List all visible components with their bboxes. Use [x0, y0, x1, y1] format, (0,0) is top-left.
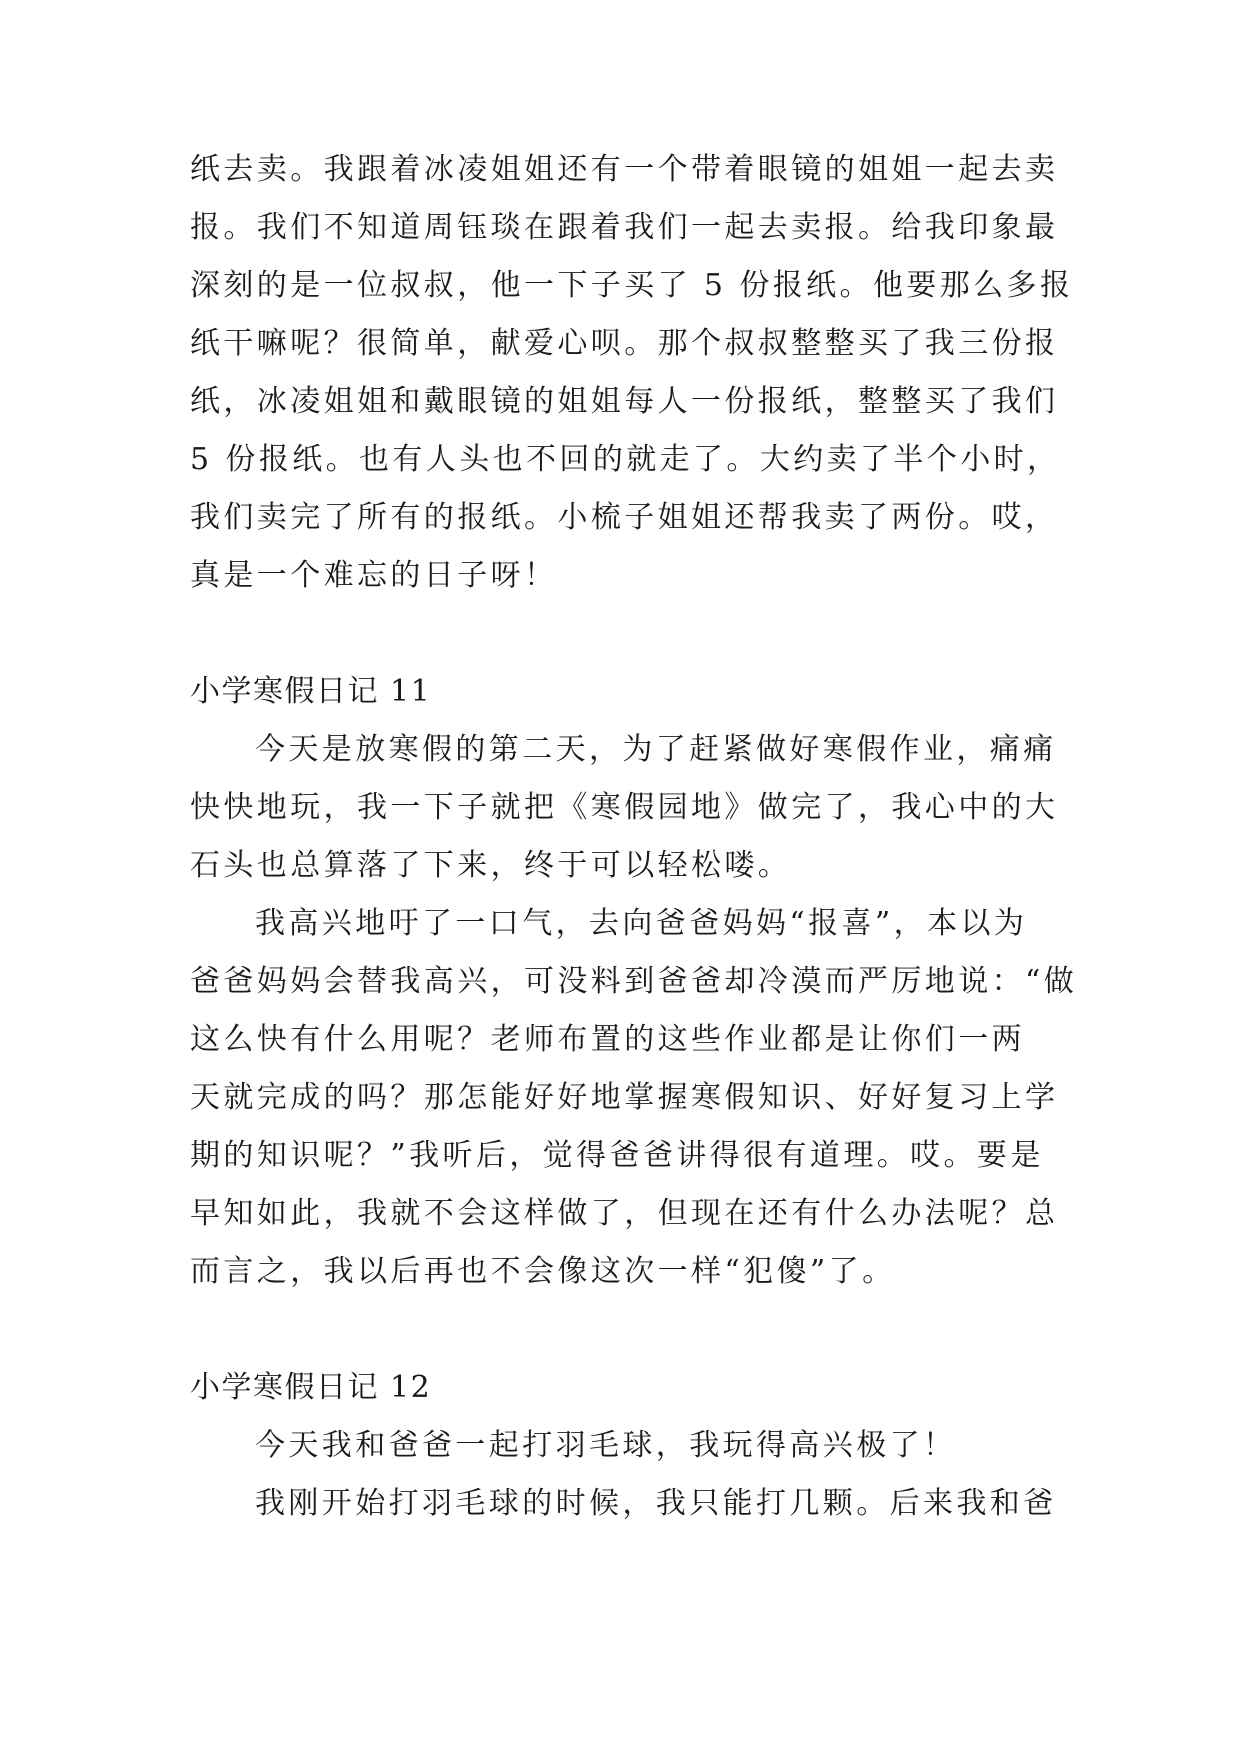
body-line: 今天是放寒假的第二天，为了赶紧做好寒假作业，痛痛: [255, 732, 1057, 767]
body-line: 深刻的是一位叔叔，他一下子买了 5 份报纸。他要那么多报: [190, 268, 1074, 303]
body-line: 爸爸妈妈会替我高兴，可没料到爸爸却冷漠而严厉地说：“做: [190, 964, 1078, 999]
body-line: 天就完成的吗？那怎能好好地掌握寒假知识、好好复习上学: [190, 1080, 1059, 1115]
body-line: 5 份报纸。也有人头也不回的就走了。大约卖了半个小时，: [190, 442, 1061, 477]
section-title-diary-11: 小学寒假日记 11: [190, 674, 432, 709]
body-line: 这么快有什么用呢？老师布置的这些作业都是让你们一两: [190, 1022, 1025, 1057]
body-line: 纸去卖。我跟着冰凌姐姐还有一个带着眼镜的姐姐一起去卖: [190, 152, 1059, 187]
body-line: 纸干嘛呢？很简单，献爱心呗。那个叔叔整整买了我三份报: [190, 326, 1059, 361]
body-line: 我高兴地吁了一口气，去向爸爸妈妈“报喜”，本以为: [255, 906, 1028, 941]
body-line: 真是一个难忘的日子呀！: [190, 558, 558, 593]
body-line: 快快地玩，我一下子就把《寒假园地》做完了，我心中的大: [190, 790, 1059, 825]
body-line: 石头也总算落了下来，终于可以轻松喽。: [190, 848, 792, 883]
body-line: 早知如此，我就不会这样做了，但现在还有什么办法呢？总: [190, 1196, 1059, 1231]
body-line: 期的知识呢？”我听后，觉得爸爸讲得很有道理。哎。要是: [190, 1138, 1044, 1173]
body-line: 报。我们不知道周钰琰在跟着我们一起去卖报。给我印象最: [190, 210, 1059, 245]
body-line: 我刚开始打羽毛球的时候，我只能打几颗。后来我和爸: [255, 1486, 1057, 1521]
section-title-diary-12: 小学寒假日记 12: [190, 1370, 432, 1405]
body-line: 纸，冰凌姐姐和戴眼镜的姐姐每人一份报纸，整整买了我们: [190, 384, 1059, 419]
body-line: 今天我和爸爸一起打羽毛球，我玩得高兴极了！: [255, 1428, 957, 1463]
body-line: 而言之，我以后再也不会像这次一样“犯傻”了。: [190, 1254, 896, 1289]
body-line: 我们卖完了所有的报纸。小梳子姐姐还帮我卖了两份。哎，: [190, 500, 1059, 535]
